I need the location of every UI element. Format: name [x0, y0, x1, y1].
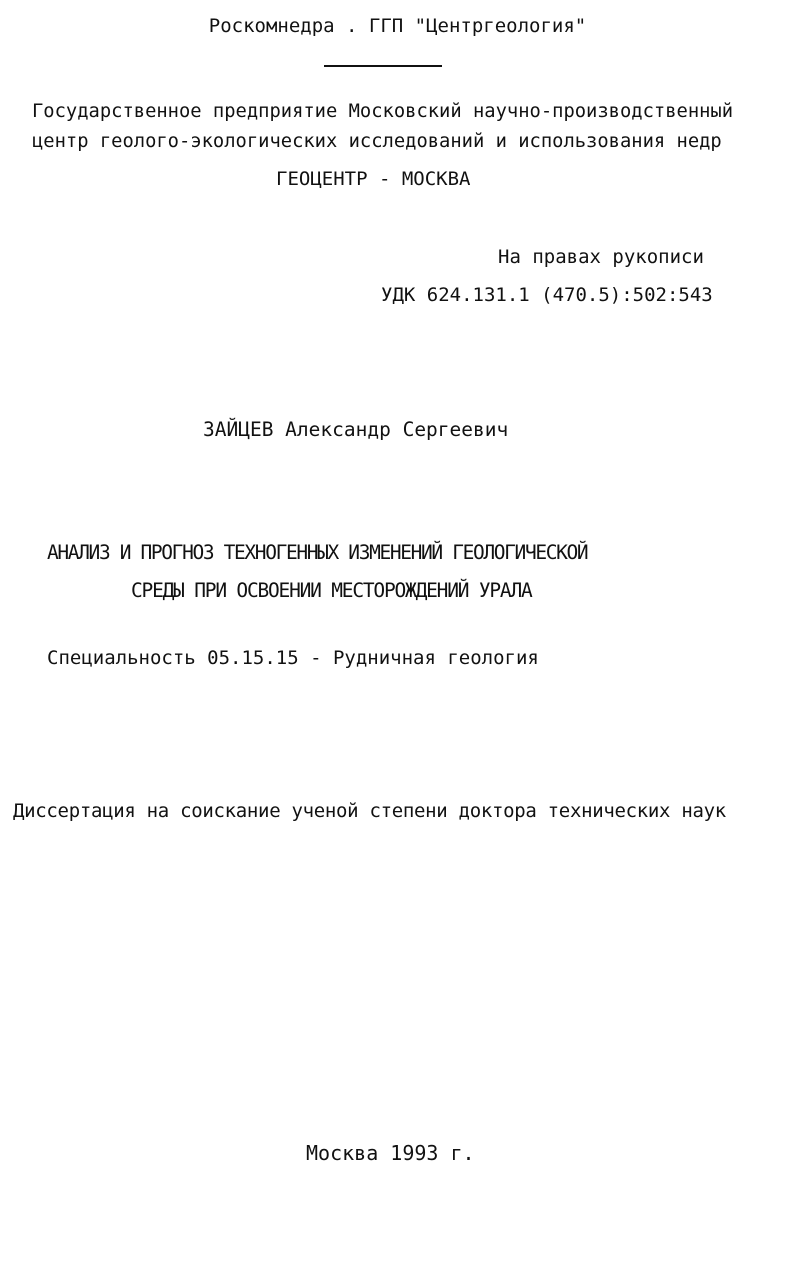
organization-line-1: Государственное предприятие Московский научно-производственный	[32, 101, 734, 122]
author-name: ЗАЙЦЕВ Александр Сергеевич	[203, 418, 509, 441]
dissertation-title-line-2: СРЕДЫ ПРИ ОСВОЕНИИ МЕСТОРОЖДЕНИЙ УРАЛА	[131, 579, 532, 602]
degree-statement: Диссертация на соискание ученой степени доктора технических наук	[13, 800, 726, 822]
manuscript-rights: На правах рукописи	[498, 246, 704, 268]
udc-code: УДК 624.131.1 (470.5):502:543	[381, 284, 713, 306]
dissertation-title-line-1: АНАЛИЗ И ПРОГНОЗ ТЕХНОГЕННЫХ ИЗМЕНЕНИЙ ГЕОЛОГИЧЕСКОЙ	[47, 541, 588, 564]
ministry-line: Роскомнедра . ГГП "Центргеология"	[208, 15, 587, 37]
organization-line-2: центр геолого-экологических исследований и использования недр	[32, 131, 722, 152]
header-rule	[324, 65, 442, 67]
city-year: Москва 1993 г.	[306, 1141, 475, 1165]
specialty: Специальность 05.15.15 - Рудничная геология	[47, 647, 539, 669]
organization-short-name: ГЕОЦЕНТР - МОСКВА	[276, 168, 471, 190]
